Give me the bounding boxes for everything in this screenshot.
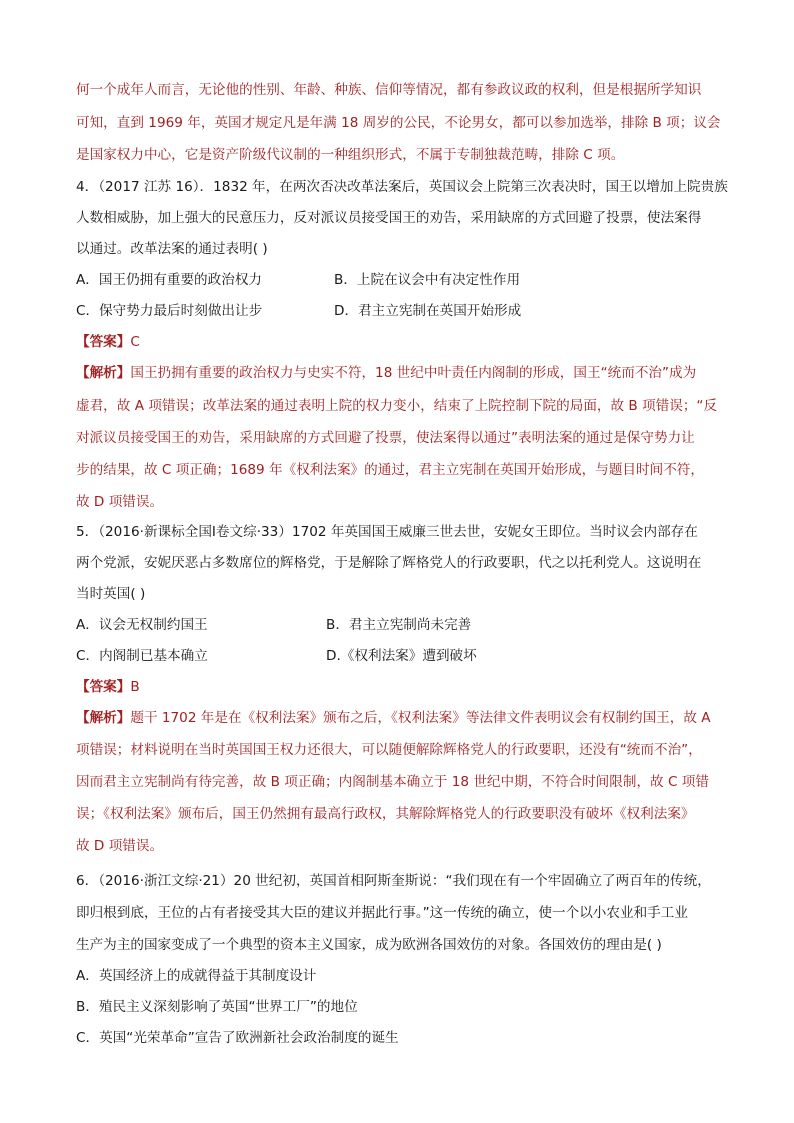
text-segment: 故 D 项错误。 <box>76 494 164 510</box>
q4-options-row-2 <box>76 301 522 321</box>
text-segment: 可知，直到 <box>76 115 149 131</box>
text-segment: 4．（2017 江苏 16）．1832 年，在两次否决改革法案后，英国议会上院第三次表决时，国王以增加上院贵族 <box>76 179 728 195</box>
q5-option-b: B．君主立宪制尚未完善 <box>326 617 472 633</box>
q4-stem-line-2 <box>76 208 701 228</box>
q5-option-d: D.《权利法案》遭到破坏 <box>326 648 477 664</box>
q4-analysis-line-1 <box>76 363 696 383</box>
text-segment: 6．（2016·浙江文综·21）20 世纪初，英国首相阿斯奎斯说：“我们现在有一个牢固确立了两百年的传统， <box>76 873 711 889</box>
q4-options-row-1 <box>76 270 521 290</box>
q5-stem-line-2 <box>76 553 701 573</box>
q5-analysis-line-4 <box>76 804 695 824</box>
q5-analysis-line-1 <box>76 708 711 728</box>
q6-stem-line-3 <box>76 935 662 955</box>
q4-analysis-line-3 <box>76 428 695 448</box>
q5-analysis-line-5 <box>76 836 163 856</box>
text-segment: 虚君，故 A 项错误；改革法案的通过表明上院的权力变小，结束了上院控制下院的局面，故 B 项错误；“反 <box>76 398 718 414</box>
answer-label: 【答案】 <box>76 679 131 695</box>
q5-option-c: C．内阁制已基本确立 <box>76 648 208 664</box>
q5-answer <box>76 677 140 697</box>
text-segment: 即归根到底，王位的占有者接受其大臣的建议并据此行事。”这一传统的确立，使一个以小农业和手工业 <box>76 905 688 921</box>
text-segment: 何一个成年人而言，无论他的性别、年龄、种族、信仰等情况，都有参政议政的权利，但是根据所学知识 <box>76 82 702 98</box>
text-segment: B．殖民主义深刻影响了英国“世界工厂”的地位 <box>76 999 358 1015</box>
q4-analysis-line-2 <box>76 396 717 416</box>
text-segment: 步的结果，故 C 项正确；1689 年《权利法案》的通过，君主立宪制在英国开始形成，与题目时间不符， <box>76 462 704 478</box>
analysis-label: 【解析】 <box>76 710 131 726</box>
q4-option-b: B．上院在议会中有决定性作用 <box>334 272 521 288</box>
text-segment: 国王扔拥有重要的政治权力与史实不符，18 世纪中叶责任内阁制的形成，国王“统而不治”成为 <box>130 365 697 381</box>
text-segment: 是国家权力中心，它是资产阶级代议制的一种组织形式，不属于专制独裁范畴，排除 C 项。 <box>76 147 625 163</box>
q5-option-a: A．议会无权制约国王 <box>76 617 208 633</box>
analysis-continuation-line-2 <box>76 113 721 133</box>
q5-options-row-2 <box>76 646 477 666</box>
q4-answer <box>76 332 140 352</box>
text-segment: 两个党派，安妮厌恶占多数席位的辉格党，于是解除了辉格党人的行政要职，代之以托利党人。这说明在 <box>76 555 702 571</box>
text-segment: A．英国经济上的成就得益于其制度设计 <box>76 968 317 984</box>
text-segment: 故 D 项错误。 <box>76 838 164 854</box>
analysis-label: 【解析】 <box>76 365 131 381</box>
text-segment: 年，英国才规定凡是年满 18 周岁的公民，不论男女，都可以参加选举，排除 B 项；议会 <box>182 115 721 131</box>
text-segment: 5．（2016·新课标全国Ⅰ卷文综·33）1702 年英国国王威廉三世去世，安妮女王即位。当时议会内部存在 <box>76 524 698 540</box>
text-segment: 题干 1702 年是在《权利法案》颁布之后，《权利法案》等法律文件表明议会有权制约国王，故 A <box>130 710 711 726</box>
text-segment: 人数相威胁，加上强大的民意压力，反对派议员接受国王的劝告，采用缺席的方式回避了投票，使法案得 <box>76 210 702 226</box>
q4-stem-line-3 <box>76 239 268 259</box>
text-segment: C．英国“光荣革命”宣告了欧洲新社会政治制度的诞生 <box>76 1030 399 1046</box>
q5-analysis-line-2 <box>76 740 702 760</box>
q6-option-a <box>76 966 316 986</box>
text-segment: 1969 <box>148 115 183 131</box>
q5-stem-line-3 <box>76 584 145 604</box>
q4-stem-line-1 <box>76 177 728 197</box>
q5-analysis-line-3 <box>76 772 709 792</box>
text-segment: 以通过。改革法案的通过表明( ) <box>76 241 268 257</box>
text-segment: 对派议员接受国王的劝告，采用缺席的方式回避了投票，使法案得以通过”表明法案的通过是保守势力让 <box>76 430 695 446</box>
q4-option-d: D．君主立宪制在英国开始形成 <box>334 303 522 319</box>
q4-option-a: A．国王仍拥有重要的政治权力 <box>76 272 263 288</box>
analysis-continuation-line-1 <box>76 80 701 100</box>
q6-option-b <box>76 997 358 1017</box>
q6-stem-line-1 <box>76 871 711 891</box>
text-segment: 项错误；材料说明在当时英国国王权力还很大，可以随便解除辉格党人的行政要职，还没有“统而不治”， <box>76 742 702 758</box>
q6-stem-line-2 <box>76 903 688 923</box>
answer-value: B <box>130 679 140 695</box>
text-segment: 生产为主的国家变成了一个典型的资本主义国家，成为欧洲各国效仿的对象。各国效仿的理由是( ) <box>76 937 662 953</box>
q4-option-c: C．保守势力最后时刻做出让步 <box>76 303 263 319</box>
text-segment: 当时英国( ) <box>76 586 146 602</box>
q4-analysis-line-5 <box>76 492 163 512</box>
q5-stem-line-1 <box>76 522 698 542</box>
analysis-continuation-line-3 <box>76 145 624 165</box>
answer-value: C <box>130 334 140 350</box>
q4-analysis-line-4 <box>76 460 704 480</box>
text-segment: 误；《权利法案》颁布后，国王仍然拥有最高行政权，其解除辉格党人的行政要职没有破坏《权利法案》 <box>76 806 695 822</box>
answer-label: 【答案】 <box>76 334 131 350</box>
q6-option-c <box>76 1028 399 1048</box>
q5-options-row-1 <box>76 615 472 635</box>
text-segment: 因而君主立宪制尚有待完善，故 B 项正确；内阁制基本确立于 18 世纪中期，不符合时间限制，故 C 项错 <box>76 774 709 790</box>
